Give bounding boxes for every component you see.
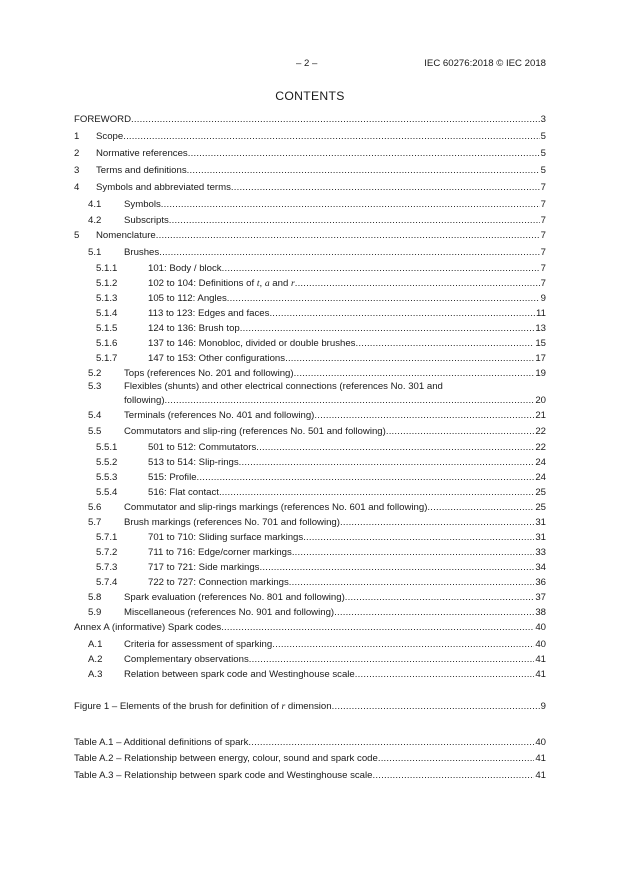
dot-leader (188, 147, 540, 161)
toc-entry-text (124, 516, 546, 530)
toc-entry-page: 31 (535, 532, 546, 543)
toc-entry-text (124, 409, 546, 423)
toc-entry-text (124, 638, 546, 652)
toc-entry[interactable] (74, 307, 546, 321)
toc-entry-number: 5.9 (88, 607, 102, 618)
toc-entry-label (124, 425, 386, 439)
toc-entry-number: 3 (74, 165, 80, 176)
toc-entry-page: 15 (535, 338, 546, 349)
toc-entry[interactable] (74, 638, 546, 652)
dot-leader (269, 307, 535, 321)
dot-leader (355, 337, 534, 351)
toc-entry-page: 41 (535, 753, 546, 764)
toc-entry[interactable] (74, 214, 546, 228)
toc-entry-page: 21 (535, 410, 546, 421)
toc-entry-title: Symbols and abbreviated terms (96, 182, 231, 193)
toc-entry-page: 24 (535, 472, 546, 483)
toc-entry-page: 25 (535, 502, 546, 513)
symbol-text: and (269, 278, 291, 289)
toc-entry-label (148, 262, 222, 276)
toc-entry-title: Brushes (124, 247, 160, 258)
toc-entry-number: 5.7.4 (96, 577, 118, 588)
toc-entry-text (124, 246, 546, 260)
dot-leader (222, 262, 540, 276)
toc-entry-text (96, 164, 546, 178)
toc-entry-number: 5.7.3 (96, 562, 118, 573)
toc-entry-text (124, 668, 546, 682)
toc-entry-title: Commutator and slip-rings markings (references No. 601 and following) (124, 502, 428, 513)
toc-entry[interactable] (74, 561, 546, 575)
toc-entry[interactable] (74, 531, 546, 545)
toc-entry-label (74, 752, 378, 766)
dot-leader (295, 277, 540, 291)
toc-entry-number: 5.7 (88, 517, 102, 528)
toc-entry-text (148, 561, 546, 575)
dot-leader (427, 501, 534, 515)
toc-entry-label (96, 147, 188, 161)
toc-entry-text (148, 441, 546, 455)
toc-entry[interactable] (74, 394, 546, 408)
toc-entry[interactable] (74, 113, 546, 127)
dot-leader (345, 591, 535, 605)
toc-entry-number: 4.1 (88, 199, 102, 210)
toc-entry-label (124, 409, 314, 423)
toc-entry-label (124, 591, 345, 605)
toc-entry-text (96, 147, 546, 161)
toc-entry-label (148, 456, 239, 470)
toc-entry-title: Table A.1 – Additional definitions of spark (74, 737, 249, 748)
toc-entry-label (148, 531, 303, 545)
dot-leader (159, 246, 539, 260)
toc-entry-title: 137 to 146: Monobloc, divided or double brushes (148, 338, 356, 349)
toc-entry-title: Subscripts (124, 215, 169, 226)
symbol-r: r (281, 701, 286, 712)
toc-entry-label (96, 164, 187, 178)
toc-entry-page: 41 (535, 770, 546, 781)
toc-entry-title: 102 to 104: Definitions of (148, 278, 257, 289)
dot-leader (161, 198, 540, 212)
toc-entry-label (74, 736, 248, 750)
dot-leader (227, 292, 540, 306)
toc-entry-label (148, 352, 285, 366)
toc-entry-text (148, 322, 546, 336)
dot-leader (314, 409, 534, 423)
toc-entry-label (124, 198, 161, 212)
toc-entry-text (74, 752, 546, 766)
toc-entry[interactable] (74, 229, 546, 243)
toc-entry-text (74, 736, 546, 750)
toc-entry-page: 7 (540, 247, 546, 258)
toc-entry-number: 5.2 (88, 368, 102, 379)
toc-entry-page: 31 (535, 517, 546, 528)
toc-entry-number: 5.1.1 (96, 263, 118, 274)
toc-entry-title: 113 to 123: Edges and faces (148, 308, 270, 319)
toc-entry-title: 516: Flat contact (148, 487, 219, 498)
dot-leader (285, 352, 534, 366)
toc-entry-title: Miscellaneous (references No. 901 and following) (124, 607, 335, 618)
symbol-t: t (256, 278, 260, 289)
toc-entry-title: Scope (96, 131, 124, 142)
toc-entry-label (148, 471, 197, 485)
toc-entry-number: 5.1.5 (96, 323, 118, 334)
toc-entry-number: 5.4 (88, 410, 102, 421)
toc-entry-title: Table A.2 – Relationship between energy, colour, sound and spark code (74, 753, 378, 764)
toc-entry-text (124, 425, 546, 439)
toc-entry[interactable] (74, 277, 546, 291)
page-number: – 2 – (296, 58, 318, 69)
toc-entry-label (124, 638, 272, 652)
toc-entry[interactable] (74, 425, 546, 439)
toc-entry-text (96, 181, 546, 195)
toc-entry[interactable] (74, 653, 546, 667)
toc-entry[interactable] (74, 130, 546, 144)
toc-entry-page: 22 (535, 426, 546, 437)
dot-leader (156, 229, 540, 243)
toc-entry-title: FOREWORD (74, 114, 132, 125)
toc-entry-page: 7 (540, 182, 546, 193)
toc-entry-text (124, 606, 546, 620)
dot-leader (292, 546, 535, 560)
toc-entry-label (74, 769, 373, 783)
toc-entry-label (148, 277, 295, 291)
document-reference: IEC 60276:2018 © IEC 2018 (424, 58, 546, 69)
toc-entry-title: 515: Profile (148, 472, 197, 483)
toc-entry-number: 5.7.2 (96, 547, 118, 558)
dot-leader (249, 653, 535, 667)
toc-entry-number: A.3 (88, 669, 103, 680)
toc-entry[interactable] (74, 486, 546, 500)
toc-entry[interactable] (74, 337, 546, 351)
toc-entry-number: 5.7.1 (96, 532, 118, 543)
toc-entry[interactable] (74, 621, 546, 635)
toc-entry-text (148, 576, 546, 590)
dot-leader (340, 516, 534, 530)
toc-entry-page: 3 (540, 114, 546, 125)
toc-entry[interactable] (74, 546, 546, 560)
toc-entry-page: 40 (535, 639, 546, 650)
toc-entry-page: 40 (535, 737, 546, 748)
toc-entry-title: 722 to 727: Connection markings (148, 577, 289, 588)
toc-entry-number: 4 (74, 182, 80, 193)
toc-entry-label (124, 606, 334, 620)
toc-entry[interactable] (74, 164, 546, 178)
toc-entry-number: 5.1.6 (96, 338, 118, 349)
toc-entry-text (124, 367, 546, 381)
dot-leader (294, 367, 535, 381)
toc-entry[interactable] (74, 181, 546, 195)
toc-entry[interactable] (74, 668, 546, 682)
toc-entry-text (148, 456, 546, 470)
toc-entry-page: 19 (535, 368, 546, 379)
toc-entry[interactable] (74, 441, 546, 455)
dot-leader (332, 700, 540, 714)
toc-entry-text (148, 352, 546, 366)
dot-leader (123, 130, 539, 144)
dot-leader (272, 638, 534, 652)
page-header (0, 58, 620, 72)
toc-entry-page: 17 (535, 353, 546, 364)
toc-entry-title: Nomenclature (96, 230, 156, 241)
toc-entry-number: 2 (74, 148, 80, 159)
toc-entry-page: 41 (535, 669, 546, 680)
toc-entry-label (148, 307, 269, 321)
dot-leader (289, 576, 535, 590)
toc-entry-page: 9 (540, 293, 546, 304)
toc-entry-number: 5.6 (88, 502, 102, 513)
toc-entry-label (148, 576, 289, 590)
dot-leader (219, 486, 534, 500)
toc-entry-title: Terms and definitions (96, 165, 187, 176)
toc-entry-page: 7 (540, 199, 546, 210)
toc-entry-text (74, 769, 546, 783)
toc-entry-text (148, 546, 546, 560)
toc-entry-label (148, 322, 240, 336)
dot-leader (334, 606, 534, 620)
dot-leader (131, 113, 540, 127)
toc-entry[interactable] (74, 591, 546, 605)
toc-entry-title: Commutators and slip-ring (references No. 501 and following) (124, 426, 386, 437)
toc-entry-number: 5.1.3 (96, 293, 118, 304)
dot-leader (378, 752, 535, 766)
toc-entry[interactable] (74, 367, 546, 381)
toc-entry-title: Figure 1 – Elements of the brush for definition of (74, 701, 282, 712)
toc-entry-text (124, 394, 546, 408)
toc-entry-page: 34 (535, 562, 546, 573)
dot-leader (386, 425, 535, 439)
toc-entry-page: 13 (535, 323, 546, 334)
toc-entry[interactable] (74, 471, 546, 485)
toc-entry-page: 5 (540, 148, 546, 159)
toc-entry-first-line: Flexibles (shunts) and other electrical connections (references No. 301 and (124, 381, 443, 392)
toc-entry-label (148, 546, 292, 560)
toc-entry-page: 7 (540, 215, 546, 226)
toc-entry[interactable] (74, 576, 546, 590)
toc-entry-title: Normative references (96, 148, 188, 159)
toc-entry-number: 5.5.2 (96, 457, 118, 468)
toc-entry-page: 41 (535, 654, 546, 665)
toc-entry-page: 33 (535, 547, 546, 558)
toc-entry-text (148, 292, 546, 306)
toc-entry-page: 20 (535, 395, 546, 406)
toc-entry-number: A.2 (88, 654, 103, 665)
toc-entry-page: 40 (535, 622, 546, 633)
toc-entry-label (148, 486, 219, 500)
toc-entry-text (124, 653, 546, 667)
dot-leader (187, 164, 540, 178)
toc-entry-label (96, 130, 123, 144)
toc-entry-label (148, 441, 256, 455)
toc-entry-number: 5.5.4 (96, 487, 118, 498)
dot-leader (231, 181, 540, 195)
toc-entry-label (124, 214, 169, 228)
dot-leader (259, 561, 534, 575)
toc-entry[interactable] (74, 246, 546, 260)
dot-leader (256, 441, 534, 455)
toc-entry-label (148, 561, 259, 575)
toc-entry-number: 5.3 (88, 381, 102, 392)
toc-entry-label (124, 367, 294, 381)
toc-entry-number: 1 (74, 131, 80, 142)
toc-entry-label (124, 653, 249, 667)
toc-entry-page: 38 (535, 607, 546, 618)
toc-entry-number: 5.8 (88, 592, 102, 603)
toc-entry-page: 11 (536, 308, 546, 319)
dot-leader (373, 769, 535, 783)
toc-entry[interactable] (74, 456, 546, 470)
dot-leader (303, 531, 534, 545)
toc-entry-text (148, 277, 546, 291)
toc-entry-page: 9 (540, 701, 546, 712)
dot-leader (197, 471, 535, 485)
toc-entry-title: Terminals (references No. 401 and following) (124, 410, 315, 421)
toc-entry-page: 36 (535, 577, 546, 588)
toc-entry-page: 5 (540, 165, 546, 176)
toc-entry-title: Spark evaluation (references No. 801 and following) (124, 592, 345, 603)
toc-entry[interactable] (74, 700, 546, 714)
toc-entry-text (148, 337, 546, 351)
toc-entry-title: 717 to 721: Side markings (148, 562, 260, 573)
toc-entry-text (124, 501, 546, 515)
toc-entry-label (124, 501, 427, 515)
toc-entry-title: Symbols (124, 199, 161, 210)
toc-entry-page: 24 (535, 457, 546, 468)
toc-entry-text (148, 307, 546, 321)
toc-entry[interactable] (74, 322, 546, 336)
toc-entry[interactable] (74, 736, 546, 750)
toc-entry-label (124, 668, 355, 682)
dot-leader (221, 621, 534, 635)
symbol-text: dimension (285, 701, 332, 712)
symbol-a: a (264, 278, 270, 289)
page-title: CONTENTS (275, 89, 345, 103)
toc-entry-text (148, 531, 546, 545)
toc-entry-page: 37 (535, 592, 546, 603)
toc-entry-text (124, 214, 546, 228)
dot-leader (240, 322, 535, 336)
toc-entry-number: 5.5 (88, 426, 102, 437)
toc-entry-title: 711 to 716: Edge/corner markings (148, 547, 292, 558)
toc-entry-title: Complementary observations (124, 654, 249, 665)
toc-entry-page: 25 (535, 487, 546, 498)
toc-entry-number: 5 (74, 230, 80, 241)
toc-entry-title: 147 to 153: Other configurations (148, 353, 286, 364)
toc-entry-number: 5.1 (88, 247, 102, 258)
toc-entry-title: 701 to 710: Sliding surface markings (148, 532, 304, 543)
toc-entry-number: 5.1.7 (96, 353, 118, 364)
toc-entry-label (74, 700, 332, 714)
toc-entry-text (96, 229, 546, 243)
toc-entry-title: Table A.3 – Relationship between spark code and Westinghouse scale (74, 770, 373, 781)
dot-leader (239, 456, 535, 470)
toc-entry-page: 7 (540, 278, 546, 289)
toc-entry-number: 5.1.2 (96, 278, 118, 289)
toc-entry[interactable] (74, 262, 546, 276)
toc-entry-title: Tops (references No. 201 and following) (124, 368, 294, 379)
toc-entry-page: 7 (540, 263, 546, 274)
toc-entry-text (74, 113, 546, 127)
toc-entry-text (124, 591, 546, 605)
toc-entry-number: 4.2 (88, 215, 102, 226)
dot-leader (165, 394, 535, 408)
dot-leader (248, 736, 534, 750)
toc-entry-title: Criteria for assessment of sparking (124, 639, 273, 650)
toc-entry[interactable] (74, 147, 546, 161)
toc-entry[interactable] (74, 292, 546, 306)
toc-entry[interactable] (74, 516, 546, 530)
toc-entry-label (74, 621, 221, 635)
toc-entry-number: 5.5.1 (96, 442, 118, 453)
toc-entry[interactable] (74, 769, 546, 783)
symbol-r: r (290, 278, 295, 289)
symbol-text: , (259, 278, 265, 289)
toc-entry-text (74, 700, 546, 714)
toc-entry-title: Relation between spark code and Westinghouse scale (124, 669, 355, 680)
toc-entry-label (124, 394, 165, 408)
toc-entry-title: 105 to 112: Angles (148, 293, 227, 304)
toc-entry-text (148, 486, 546, 500)
toc-entry-label (124, 516, 340, 530)
toc-entry[interactable] (74, 501, 546, 515)
toc-entry[interactable] (74, 606, 546, 620)
toc-entry-label (96, 181, 231, 195)
toc-entry-label (148, 337, 355, 351)
toc-entry-text (148, 262, 546, 276)
toc-entry-page: 22 (535, 442, 546, 453)
toc-entry-title: 101: Body / block (148, 263, 222, 274)
toc-entry-title: 513 to 514: Slip-rings (148, 457, 239, 468)
toc-entry-label (96, 229, 156, 243)
toc-entry-text (96, 130, 546, 144)
toc-entry-title: 501 to 512: Commutators (148, 442, 257, 453)
toc-entry-text (148, 471, 546, 485)
toc-entry-label (148, 292, 227, 306)
toc-entry[interactable] (74, 352, 546, 366)
dot-leader (355, 668, 535, 682)
toc-entry-title: following) (124, 395, 165, 406)
toc-entry-title: Annex A (informative) Spark codes (74, 622, 222, 633)
toc-entry-label (124, 246, 159, 260)
toc-entry-title: Brush markings (references No. 701 and following) (124, 517, 340, 528)
toc-entry-label (74, 113, 131, 127)
toc-entry[interactable] (74, 752, 546, 766)
dot-leader (169, 214, 540, 228)
toc-entry-number: A.1 (88, 639, 103, 650)
toc-entry-page: 5 (540, 131, 546, 142)
toc-entry-number: 5.5.3 (96, 472, 118, 483)
toc-entry-title: 124 to 136: Brush top (148, 323, 240, 334)
toc-entry[interactable] (74, 198, 546, 212)
toc-entry-text (74, 621, 546, 635)
toc-entry-number: 5.1.4 (96, 308, 118, 319)
toc-entry-text (124, 198, 546, 212)
toc-entry[interactable] (74, 409, 546, 423)
toc-entry-page: 7 (540, 230, 546, 241)
